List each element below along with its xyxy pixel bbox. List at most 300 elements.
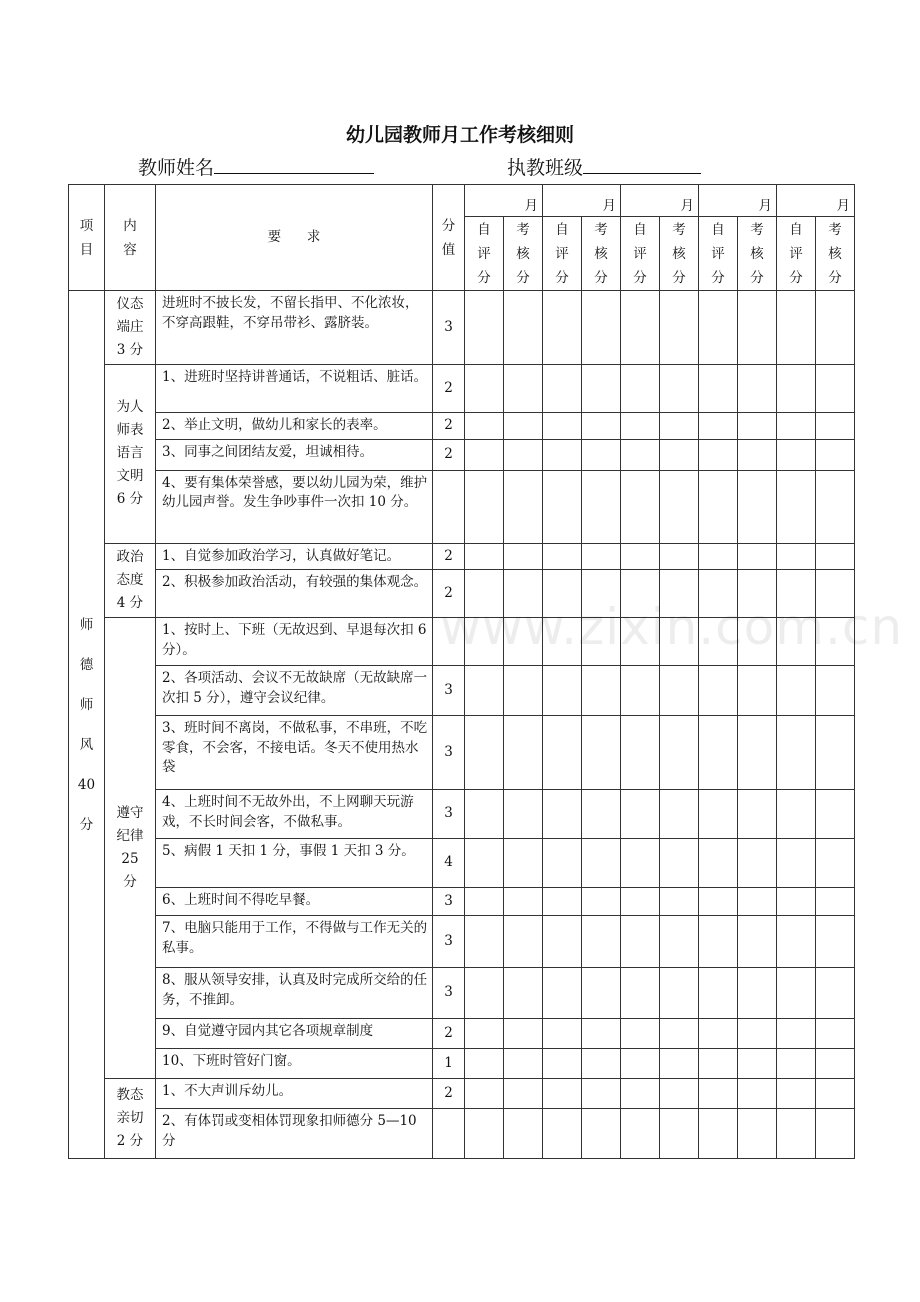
self-score-cell[interactable] [699,839,738,888]
self-score-cell[interactable] [543,439,582,470]
self-score-cell[interactable] [465,839,504,888]
requirement-text: 4、要有集体荣誉感，要以幼儿园为荣，维护幼儿园声誉。发生争吵事件一次扣 10 分。 [156,470,433,543]
check-score-cell[interactable] [816,716,855,790]
self-score-cell[interactable] [777,439,816,470]
check-score-cell[interactable] [582,790,621,839]
score-value [433,470,465,543]
check-score-cell[interactable] [816,1109,855,1159]
self-score-cell[interactable] [543,790,582,839]
check-score-cell[interactable] [582,888,621,916]
check-score-cell[interactable] [660,1019,699,1049]
check-score-cell[interactable] [582,666,621,716]
requirement-text: 6、上班时间不得吃早餐。 [156,888,433,916]
self-score-cell[interactable] [777,839,816,888]
score-value: 3 [433,968,465,1019]
self-score-cell[interactable] [543,1019,582,1049]
self-score-cell[interactable] [777,543,816,570]
table-row [69,470,855,543]
check-score-cell[interactable] [504,1049,543,1079]
requirement-text: 2、举止文明，做幼儿和家长的表率。 [156,413,433,440]
stack-char: 分 [711,269,725,286]
check-score-cell[interactable] [816,790,855,839]
self-score-header [699,217,738,291]
check-score-cell[interactable] [504,839,543,888]
check-score-cell[interactable] [660,470,699,543]
self-score-cell[interactable] [777,1049,816,1079]
score-value: 3 [433,666,465,716]
self-score-cell[interactable] [465,790,504,839]
stack-char: 3 分 [116,342,144,358]
self-score-cell[interactable] [465,1019,504,1049]
score-value: 3 [433,888,465,916]
check-score-cell[interactable] [660,543,699,570]
requirement-text: 1、自觉参加政治学习，认真做好笔记。 [156,543,433,570]
table-row [69,291,855,365]
stack-char: 为人 [116,399,144,416]
self-score-cell[interactable] [543,916,582,968]
stack-char: 自 [555,221,569,238]
check-score-cell[interactable] [816,470,855,543]
self-score-cell[interactable] [777,413,816,440]
check-score-cell[interactable] [738,1019,777,1049]
score-value: 4 [433,839,465,888]
self-score-cell[interactable] [621,470,660,543]
teacher-name-label: 教师姓名 [138,157,215,179]
stack-char: 考 [516,221,530,238]
self-score-cell[interactable] [699,790,738,839]
requirement-text: 9、自觉遵守园内其它各项规章制度 [156,1019,433,1049]
check-score-cell[interactable] [738,470,777,543]
stack-char: 考 [594,221,608,238]
requirement-text: 7、电脑只能用于工作，不得做与工作无关的私事。 [156,916,433,968]
self-score-cell[interactable] [543,888,582,916]
self-score-cell[interactable] [699,470,738,543]
self-score-cell[interactable] [699,413,738,440]
self-score-cell[interactable] [777,790,816,839]
score-value: 3 [433,790,465,839]
self-score-cell[interactable] [465,716,504,790]
stack-char: 评 [789,245,803,262]
table-row [69,839,855,888]
self-score-header [465,217,504,291]
check-score-cell[interactable] [816,839,855,888]
check-score-cell[interactable] [816,543,855,570]
check-score-cell[interactable] [504,968,543,1019]
stack-char: 仪态 [116,296,144,312]
stack-char: 评 [633,245,647,262]
check-score-cell[interactable] [738,543,777,570]
self-score-cell[interactable] [621,888,660,916]
requirement-text: 10、下班时管好门窗。 [156,1049,433,1079]
teacher-name-field [138,153,374,180]
check-score-cell[interactable] [816,666,855,716]
requirement-text: 4、上班时间不无故外出，不上网聊天玩游戏，不长时间会客，不做私事。 [156,790,433,839]
stack-char: 25 [121,851,139,867]
self-score-cell[interactable] [465,666,504,716]
document-title: 幼儿园教师月工作考核细则 [345,124,574,146]
stack-char: 容 [123,241,137,258]
self-score-cell[interactable] [621,916,660,968]
self-score-cell[interactable] [543,1049,582,1079]
check-score-cell[interactable] [738,1049,777,1079]
self-score-cell[interactable] [543,413,582,440]
self-score-cell[interactable] [465,888,504,916]
self-score-cell[interactable] [777,365,816,413]
category-label [105,365,156,544]
self-score-cell[interactable] [777,1109,816,1159]
self-score-cell[interactable] [621,968,660,1019]
check-score-cell[interactable] [660,916,699,968]
teacher-name-blank[interactable] [214,155,374,174]
self-score-cell[interactable] [621,543,660,570]
score-value: 1 [433,1049,465,1079]
month-header[interactable]: 月 [777,185,855,217]
stack-char: 自 [633,221,647,238]
score-value: 2 [433,543,465,570]
check-score-cell[interactable] [582,439,621,470]
self-score-cell[interactable] [621,1049,660,1079]
self-score-cell[interactable] [699,439,738,470]
category-label [105,1079,156,1159]
check-score-cell[interactable] [816,439,855,470]
stack-char: 评 [711,245,725,262]
stack-char: 评 [477,245,491,262]
check-score-cell[interactable] [582,470,621,543]
check-score-cell[interactable] [816,968,855,1019]
check-score-cell[interactable] [738,365,777,413]
month-header[interactable]: 月 [465,185,543,217]
stack-char: 分 [79,816,94,833]
self-score-cell[interactable] [777,968,816,1019]
check-score-cell[interactable] [582,1079,621,1109]
self-score-cell[interactable] [465,1109,504,1159]
stack-char: 考 [750,221,764,238]
check-score-cell[interactable] [582,968,621,1019]
stack-char: 自 [789,221,803,238]
self-score-cell[interactable] [621,1079,660,1109]
self-score-cell[interactable] [543,365,582,413]
table-row [69,790,855,839]
check-score-cell[interactable] [816,888,855,916]
requirement-text: 5、病假 1 天扣 1 分，事假 1 天扣 3 分。 [156,839,433,888]
stack-char: 40 [77,776,96,793]
stack-char: 师 [79,616,94,633]
stack-char: 核 [516,245,530,262]
self-score-cell[interactable] [465,291,504,365]
self-score-cell[interactable] [543,291,582,365]
check-score-cell[interactable] [738,968,777,1019]
self-score-cell[interactable] [621,291,660,365]
check-score-cell[interactable] [738,1079,777,1109]
self-score-cell[interactable] [465,413,504,440]
stack-char: 评 [555,245,569,262]
self-score-cell[interactable] [777,1079,816,1109]
check-score-cell[interactable] [660,1109,699,1159]
requirement-text: 1、不大声训斥幼儿。 [156,1079,433,1109]
stack-char: 核 [828,245,842,262]
table-row [69,888,855,916]
score-value: 2 [433,439,465,470]
self-score-cell[interactable] [621,790,660,839]
self-score-cell[interactable] [465,916,504,968]
header-content [105,185,156,291]
month-header[interactable]: 月 [699,185,777,217]
check-score-header [816,217,855,291]
table-row [69,916,855,968]
score-value: 2 [433,413,465,440]
check-score-cell[interactable] [738,716,777,790]
check-score-cell[interactable] [660,888,699,916]
check-score-cell[interactable] [504,1079,543,1109]
check-score-cell[interactable] [738,666,777,716]
self-score-cell[interactable] [465,543,504,570]
self-score-cell[interactable] [699,716,738,790]
self-score-cell[interactable] [465,1049,504,1079]
stack-char: 分 [828,269,842,286]
check-score-cell[interactable] [582,1109,621,1159]
check-score-cell[interactable] [660,716,699,790]
stack-char: 核 [672,245,686,262]
self-score-cell[interactable] [543,1079,582,1109]
self-score-header [543,217,582,291]
check-score-cell[interactable] [660,666,699,716]
stack-char: 师 [79,696,94,713]
stack-char: 师表 [116,422,144,439]
stack-char: 语言 [116,445,144,462]
section-label [69,291,105,1159]
stack-char: 核 [750,245,764,262]
score-value: 3 [433,716,465,790]
self-score-cell[interactable] [777,716,816,790]
stack-char: 分 [633,269,647,286]
check-score-cell[interactable] [660,968,699,1019]
class-field [507,153,701,180]
check-score-header [738,217,777,291]
stack-char: 核 [594,245,608,262]
check-score-cell[interactable] [504,439,543,470]
self-score-cell[interactable] [465,1079,504,1109]
self-score-cell[interactable] [621,1109,660,1159]
check-score-cell[interactable] [660,790,699,839]
stack-char: 4 分 [116,594,144,611]
check-score-cell[interactable] [816,1049,855,1079]
check-score-cell[interactable] [504,413,543,440]
stack-char: 分 [594,269,608,286]
month-header[interactable]: 月 [621,185,699,217]
self-score-header [777,217,816,291]
check-score-cell[interactable] [504,291,543,365]
check-score-cell[interactable] [504,1019,543,1049]
self-score-header [621,217,660,291]
self-score-cell[interactable] [621,666,660,716]
check-score-cell[interactable] [582,543,621,570]
table-row [69,413,855,440]
requirement-text: 进班时不披长发，不留长指甲、不化浓妆，不穿高跟鞋，不穿吊带衫、露脐装。 [156,291,433,365]
check-score-cell[interactable] [738,1109,777,1159]
table-row [69,968,855,1019]
stack-char: 亲切 [116,1110,144,1126]
check-score-cell[interactable] [504,666,543,716]
check-score-cell[interactable] [660,439,699,470]
check-score-cell[interactable] [660,413,699,440]
self-score-cell[interactable] [543,666,582,716]
stack-char: 政治 [116,548,144,565]
self-score-cell[interactable] [699,543,738,570]
check-score-cell[interactable] [816,916,855,968]
self-score-cell[interactable] [777,291,816,365]
stack-char: 2 分 [116,1133,144,1149]
self-score-cell[interactable] [621,716,660,790]
check-score-cell[interactable] [660,291,699,365]
requirement-text: 8、服从领导安排，认真及时完成所交给的任务，不推卸。 [156,968,433,1019]
check-score-cell[interactable] [582,916,621,968]
self-score-cell[interactable] [699,1079,738,1109]
assessment-table [68,184,855,1159]
check-score-header [504,217,543,291]
month-header[interactable]: 月 [543,185,621,217]
self-score-cell[interactable] [699,666,738,716]
check-score-cell[interactable] [582,1019,621,1049]
stack-char: 纪律 [116,828,144,844]
stack-char: 分 [516,269,530,286]
self-score-cell[interactable] [621,839,660,888]
self-score-cell[interactable] [777,470,816,543]
check-score-cell[interactable] [738,916,777,968]
category-label [105,618,156,1079]
check-score-cell[interactable] [816,365,855,413]
category-label [105,543,156,618]
stack-char: 德 [79,656,94,673]
table-row [69,1109,855,1159]
self-score-cell[interactable] [621,413,660,440]
check-score-cell[interactable] [738,790,777,839]
self-score-cell[interactable] [465,365,504,413]
category-label [105,291,156,365]
check-score-cell[interactable] [738,439,777,470]
stack-char: 分 [477,269,491,286]
self-score-cell[interactable] [777,1019,816,1049]
self-score-cell[interactable] [465,439,504,470]
requirement-text: 1、按时上、下班（无故迟到、早退每次扣 6 分）。 [156,618,433,666]
self-score-cell[interactable] [543,968,582,1019]
check-score-cell[interactable] [582,716,621,790]
table-row [69,439,855,470]
class-blank[interactable] [583,155,701,174]
self-score-cell[interactable] [543,839,582,888]
self-score-cell[interactable] [699,291,738,365]
requirement-text: 1、进班时坚持讲普通话，不说粗话、脏话。 [156,365,433,413]
self-score-cell[interactable] [543,716,582,790]
score-value: 2 [433,570,465,618]
score-value: 2 [433,1019,465,1049]
check-score-cell[interactable] [504,790,543,839]
watermark: www.zixin.com.cn [440,598,904,656]
table-row [69,716,855,790]
self-score-cell[interactable] [465,968,504,1019]
score-value: 2 [433,365,465,413]
stack-char: 分 [555,269,569,286]
stack-char: 考 [828,221,842,238]
self-score-cell[interactable] [543,470,582,543]
self-score-cell[interactable] [699,916,738,968]
table-row [69,365,855,413]
check-score-cell[interactable] [738,839,777,888]
check-score-cell[interactable] [660,1049,699,1079]
self-score-cell[interactable] [699,968,738,1019]
stack-char: 项 [79,217,94,234]
score-value [433,1109,465,1159]
self-score-cell[interactable] [621,439,660,470]
self-score-cell[interactable] [699,888,738,916]
stack-char: 文明 [116,468,144,485]
check-score-cell[interactable] [582,365,621,413]
stack-char: 分 [750,269,764,286]
check-score-cell[interactable] [504,470,543,543]
self-score-cell[interactable] [543,1109,582,1159]
self-score-cell[interactable] [777,916,816,968]
check-score-header [582,217,621,291]
stack-char: 遵守 [116,805,144,821]
check-score-cell[interactable] [660,365,699,413]
check-score-cell[interactable] [738,888,777,916]
table-row [69,1019,855,1049]
check-score-cell[interactable] [582,839,621,888]
self-score-cell[interactable] [699,365,738,413]
requirement-text: 3、班时间不离岗，不做私事，不串班，不吃零食，不会客，不接电话。冬天不使用热水袋 [156,716,433,790]
check-score-cell[interactable] [504,1109,543,1159]
self-score-cell[interactable] [777,888,816,916]
stack-char: 教态 [116,1087,144,1103]
check-score-cell[interactable] [504,543,543,570]
self-score-cell[interactable] [465,470,504,543]
check-score-cell[interactable] [738,413,777,440]
self-score-cell[interactable] [621,1019,660,1049]
stack-char: 自 [477,221,491,238]
self-score-cell[interactable] [543,543,582,570]
check-score-cell[interactable] [816,1079,855,1109]
check-score-cell[interactable] [660,839,699,888]
check-score-cell[interactable] [816,413,855,440]
check-score-cell[interactable] [816,1019,855,1049]
self-score-cell[interactable] [699,1049,738,1079]
stack-char: 6 分 [116,491,144,508]
stack-char: 风 [79,736,94,753]
class-label: 执教班级 [507,157,584,179]
self-score-cell[interactable] [777,666,816,716]
check-score-cell[interactable] [582,1049,621,1079]
self-score-cell[interactable] [621,365,660,413]
check-score-cell[interactable] [816,291,855,365]
score-value: 3 [433,916,465,968]
check-score-cell[interactable] [504,365,543,413]
self-score-cell[interactable] [699,1109,738,1159]
stack-char: 目 [79,241,94,258]
stack-char: 内 [123,217,137,234]
check-score-cell[interactable] [582,291,621,365]
self-score-cell[interactable] [699,1019,738,1049]
check-score-cell[interactable] [660,1079,699,1109]
check-score-cell[interactable] [582,413,621,440]
stack-char: 态度 [116,571,144,588]
check-score-cell[interactable] [504,888,543,916]
requirement-text: 2、有体罚或变相体罚现象扣师德分 5—10 分 [156,1109,433,1159]
header-requirement: 要 求 [156,185,433,291]
stack-char: 分 [672,269,686,286]
stack-char: 分 [789,269,803,286]
check-score-cell[interactable] [504,716,543,790]
check-score-cell[interactable] [738,291,777,365]
check-score-cell[interactable] [504,916,543,968]
